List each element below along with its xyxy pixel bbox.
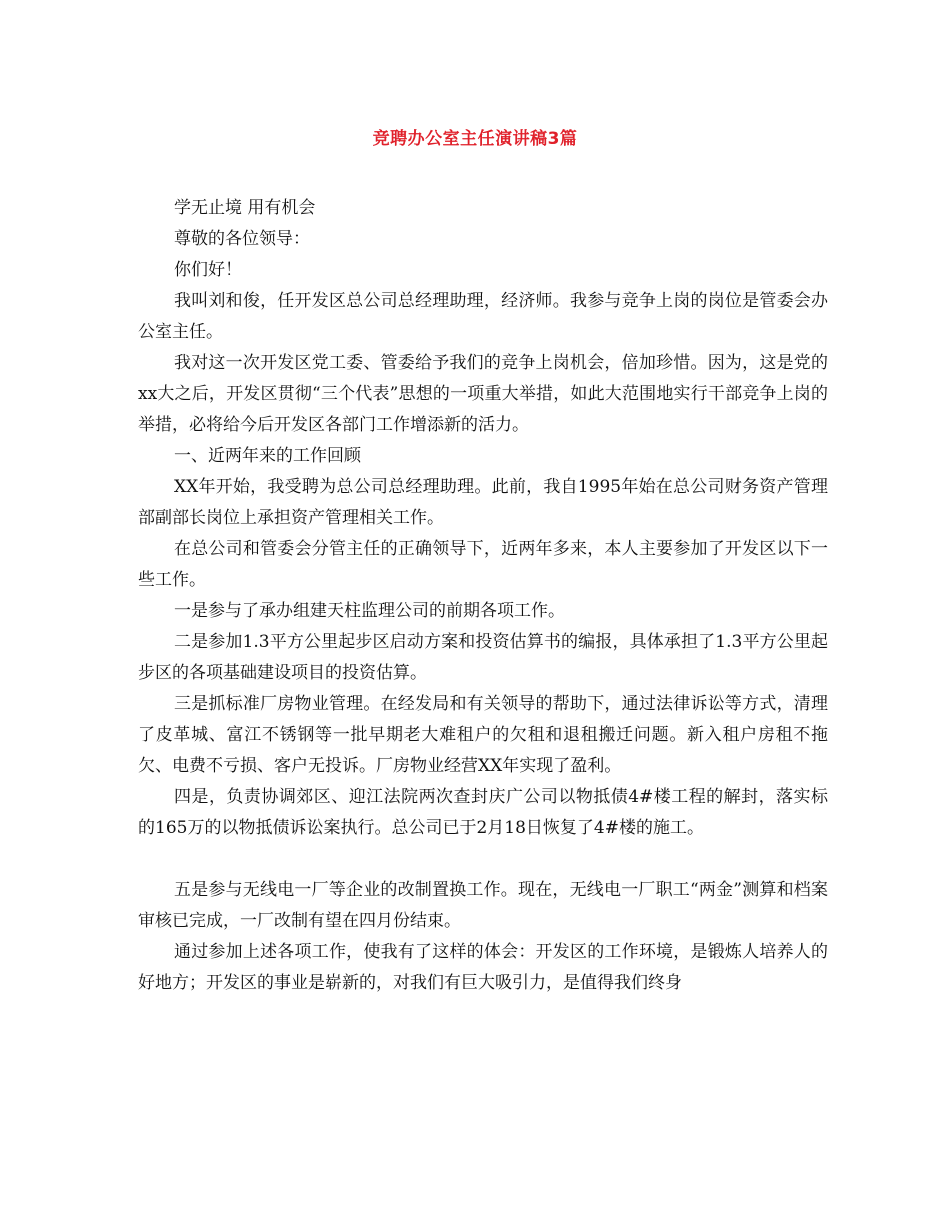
paragraph-spacer [138,844,828,875]
paragraph: 四是，负责协调郊区、迎江法院两次查封庆广公司以物抵债4#楼工程的解封，落实标的165万的以物抵债诉讼案执行。总公司已于2月18日恢复了4#楼的施工。 [138,787,828,838]
paragraph: 一、近两年来的工作回顾 [174,446,361,466]
paragraph: 在总公司和管委会分管主任的正确领导下，近两年多来，本人主要参加了开发区以下一些工作。 [138,539,828,590]
paragraph: 一是参与了承办组建天柱监理公司的前期各项工作。 [174,601,565,621]
paragraph: 三是抓标准厂房物业管理。在经发局和有关领导的帮助下，通过法律诉讼等方式，清理了皮革城、富江不锈钢等一批早期老大难租户的欠租和退租搬迁问题。新入租户房租不拖欠、电费不亏损、客户无投诉。厂房物业经营XX年实现了盈利。 [138,694,828,776]
paragraph: 你们好！ [174,260,242,280]
document-title: 竞聘办公室主任演讲稿3篇 [372,129,578,149]
paragraph: 我叫刘和俊，任开发区总公司总经理助理，经济师。我参与竞争上岗的岗位是管委会办公室主任。 [138,291,828,342]
paragraph: 我对这一次开发区党工委、管委给予我们的竞争上岗机会，倍加珍惜。因为，这是党的xx大之后，开发区贯彻“三个代表”思想的一项重大举措，如此大范围地实行干部竞争上岗的举措，必将给今后开发区各部门工作增添新的活力。 [138,353,828,435]
paragraph: 学无止境 用有机会 [174,198,316,218]
paragraph: 五是参与无线电一厂等企业的改制置换工作。现在，无线电一厂职工“两金”测算和档案审核已完成，一厂改制有望在四月份结束。 [138,880,828,931]
paragraph: XX年开始，我受聘为总公司总经理助理。此前，我自1995年始在总公司财务资产管理部副部长岗位上承担资产管理相关工作。 [138,477,828,528]
paragraph: 尊敬的各位领导： [174,229,310,249]
paragraph: 二是参加1.3平方公里起步区启动方案和投资估算书的编报，具体承担了1.3平方公里起步区的各项基础建设项目的投资估算。 [138,632,828,683]
paragraph: 通过参加上述各项工作，使我有了这样的体会：开发区的工作环境，是锻炼人培养人的好地方；开发区的事业是崭新的，对我们有巨大吸引力，是值得我们终身 [138,942,828,993]
document-body [138,193,828,999]
